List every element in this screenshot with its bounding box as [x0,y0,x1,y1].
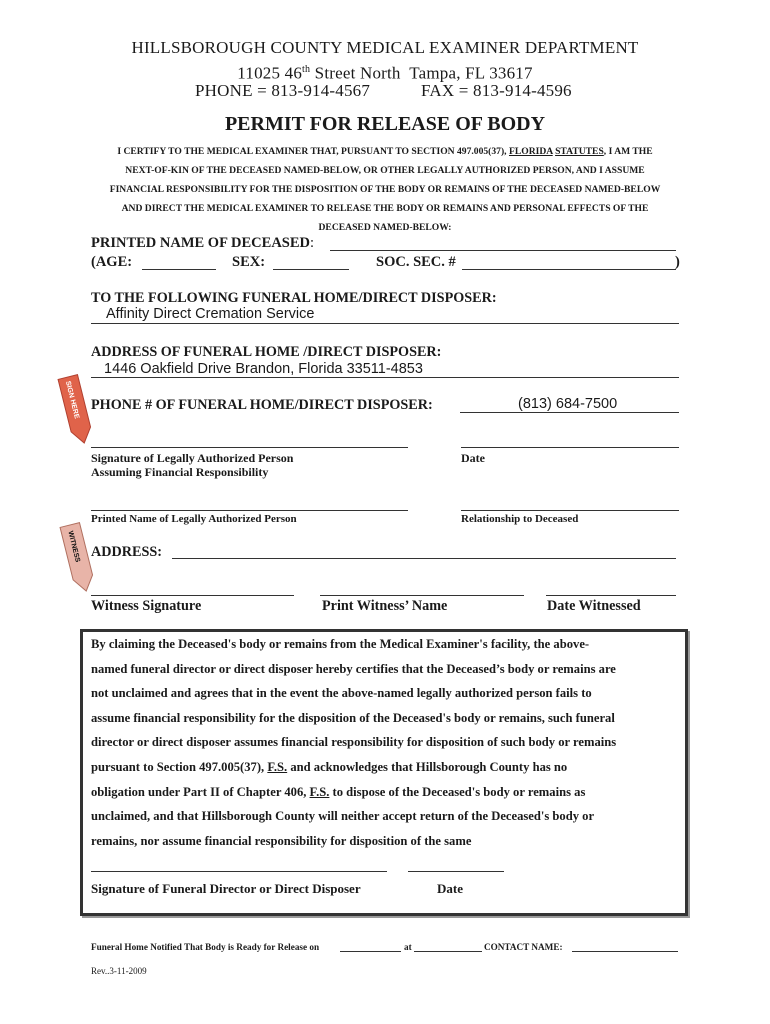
funeral-home-address-label: ADDRESS OF FUNERAL HOME /DIRECT DISPOSER: [91,344,442,360]
date-witnessed-label: Date Witnessed [547,598,641,614]
authorized-date-label: Date [461,451,485,465]
release-date-field[interactable] [340,951,401,952]
funeral-director-date-label: Date [437,881,463,896]
authorized-signature-field[interactable] [91,447,408,448]
funeral-home-address[interactable]: 1446 Oakfield Drive Brandon, Florida 33511-4853 [104,361,423,377]
department-address: 11025 46th Street North Tampa, FL 33617 [237,63,533,83]
funeral-home-label: TO THE FOLLOWING FUNERAL HOME/DIRECT DISPOSER: [91,290,497,306]
close-paren: ) [675,254,680,270]
funeral-director-date-field[interactable] [408,871,504,872]
witness-text: WITNESS [66,530,81,563]
page-title: PERMIT FOR RELEASE OF BODY [224,113,546,135]
relationship-field[interactable] [461,510,679,511]
address-label: ADDRESS: [91,544,162,560]
claim-box-text: By claiming the Deceased's body or remains from the Medical Examiner's facility, the above- named funeral director or direct disposer hereby certifies that the Deceased’s body or remains are not unclaimed and agrees that in the event the above-named legally authorized person fails to assume financial responsibility for the disposition of the Deceased's body or remains, such funeral director or direct disposer assumes financial responsibility for disposition of such body or remains pursuant to Section 497.005(37), F.S. and acknowledges that Hillsborough County has no obligation under Part II of Chapter 406, F.S. to dispose of the Deceased's body or remains as unclaimed, and that Hillsborough County will neither accept return of the Deceased's body or remains, nor assume financial responsibility for disposition of the same [91,637,617,848]
revision-label: Rev..3-11-2009 [91,966,147,976]
department-fax: FAX = 813-914-4596 [421,81,572,100]
authorized-date-field[interactable] [461,447,679,448]
funeral-home-phone-label: PHONE # OF FUNERAL HOME/DIRECT DISPOSER: [91,397,433,413]
contact-name-label: CONTACT NAME: [484,942,563,952]
ssn-field[interactable] [462,269,676,270]
funeral-home-address-line [91,377,679,378]
sign-here-tag [48,370,104,450]
release-at-label: at [404,942,412,952]
witness-name-label: Print Witness’ Name [322,598,448,614]
sex-label: SEX: [232,254,266,270]
witness-name-field[interactable] [320,595,524,596]
sign-here-text: SIGN HERE [63,380,81,420]
department-name: HILLSBOROUGH COUNTY MEDICAL EXAMINER DEPARTMENT [131,38,639,57]
funeral-director-signature-label: Signature of Funeral Director or Direct Disposer [91,881,361,896]
release-notification-label: Funeral Home Notified That Body is Ready for Release on [91,942,320,952]
certification-text: I CERTIFY TO THE MEDICAL EXAMINER THAT, PURSUANT TO SECTION 497.005(37), FLORIDA STATUTES, I AM THE NEXT-OF-KIN OF THE DECEASED NAMED-BELOW, OR OTHER LEGALLY AUTHORIZED PERSON, AND I ASSUME FINANCIAL RESPONSIBILITY FOR THE DISPOSITION OF THE BODY OR REMAINS OF THE DECEASED NAMED-BELOW AND DIRECT THE MEDICAL EXAMINER TO RELEASE THE BODY OR REMAINS AND PERSONAL EFFECTS OF THE DECEASED NAMED-BELOW: [109,146,661,233]
ssn-label: SOC. SEC. # [376,254,456,270]
funeral-home-phone-line [460,412,679,413]
age-field[interactable] [142,269,216,270]
age-label: (AGE: [91,254,133,270]
printed-name-field[interactable] [91,510,408,511]
address-field[interactable] [172,558,676,559]
deceased-name-field[interactable] [330,250,676,251]
funeral-director-signature-field[interactable] [91,871,387,872]
witness-signature-field[interactable] [91,595,294,596]
funeral-home-name-line [91,323,679,324]
printed-name-label: Printed Name of Legally Authorized Person [91,513,297,525]
release-time-field[interactable] [414,951,482,952]
funeral-home-phone[interactable]: (813) 684-7500 [518,396,618,412]
sex-field[interactable] [273,269,349,270]
date-witnessed-field[interactable] [546,595,676,596]
authorized-signature-label: Signature of Legally Authorized Person Assuming Financial Responsibility [91,451,294,479]
witness-signature-label: Witness Signature [91,598,202,614]
contact-name-field[interactable] [572,951,678,952]
deceased-name-label: PRINTED NAME OF DECEASED: [91,235,315,251]
department-phone: PHONE = 813-914-4567 [195,81,371,100]
relationship-label: Relationship to Deceased [461,513,579,525]
funeral-home-name[interactable]: Affinity Direct Cremation Service [106,306,315,322]
